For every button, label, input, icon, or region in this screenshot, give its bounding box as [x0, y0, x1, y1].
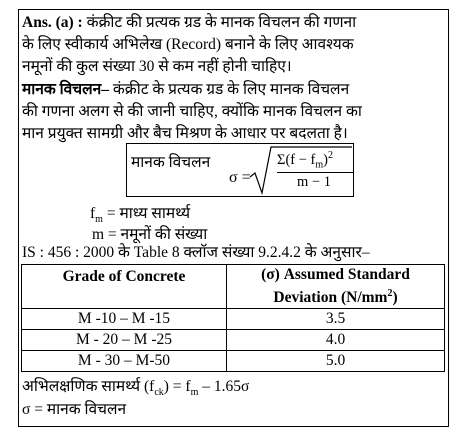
grade-cell: M -10 – M -15: [22, 309, 227, 330]
formula-lhs: σ =: [229, 169, 251, 186]
para2-line-3: मान प्रयुक्त सामग्री और बैच मिश्रण के आधार पर बदलता है।: [22, 125, 348, 142]
grade-cell: M - 20 – M -25: [22, 330, 227, 351]
fraction-bar: [277, 172, 353, 173]
value-cell: 4.0: [227, 330, 445, 351]
grade-cell: M - 30 – M-50: [22, 351, 227, 372]
definition-m: m = नमूनों की संख्या: [92, 226, 208, 243]
std-dev-table: [21, 264, 445, 372]
header-std-dev: (σ) Assumed Standard Deviation $(N/mm^2)$: [227, 265, 445, 309]
para2-text-1: कंक्रीट के प्रत्यक ग्रड के लिए मानक विचलन: [112, 81, 350, 98]
header-grade: Grade of Concrete: [22, 265, 227, 309]
sigma-definition: σ = मानक विचलन: [22, 401, 127, 418]
value-cell: 3.5: [227, 309, 445, 330]
formula-denominator: m − 1: [297, 174, 331, 190]
para2-line-1: [22, 79, 349, 101]
definition-fm: $f_m$ = माध्य सामर्थ्य: [90, 205, 191, 226]
intro-line-3: नमूनों की कुल संख्या 30 से कम नहीं होनी चाहिए।: [22, 58, 292, 75]
std-dev-heading: मानक विचलन–: [22, 81, 110, 98]
reference-line: IS : 456 : 2000 के Table 8 क्लॉज संख्या 9.2.4.2 के अनुसार–: [22, 244, 370, 261]
answer-label: Ans. (a) :: [22, 14, 83, 31]
table-row: [22, 330, 445, 351]
intro-text-1: कंक्रीट की प्रत्यक ग्रड के मानक विचलन की गणना: [86, 14, 357, 31]
para2-line-2: की गणना अलग से की जानी चाहिए, क्योंकि मानक विचलन का: [22, 103, 362, 120]
table-header-row: [22, 265, 445, 309]
intro-line-2: के लिए स्वीकार्य अभिलेख (Record) बनाने के लिए आवश्यक: [22, 36, 354, 53]
formula-numerator: $\Sigma(f - f_m)^2$: [277, 150, 333, 171]
answer-box: [18, 9, 449, 427]
table-row: [22, 309, 445, 330]
characteristic-strength: अभिलक्षणिक सामर्थ्य $(f_{ck}) = f_m - 1.65\sigma$: [22, 378, 250, 399]
formula-label: मानक विचलन: [131, 154, 211, 171]
intro-line-1: [22, 12, 356, 34]
table-row: [22, 351, 445, 372]
formula-box: [126, 143, 354, 197]
value-cell: 5.0: [227, 351, 445, 372]
